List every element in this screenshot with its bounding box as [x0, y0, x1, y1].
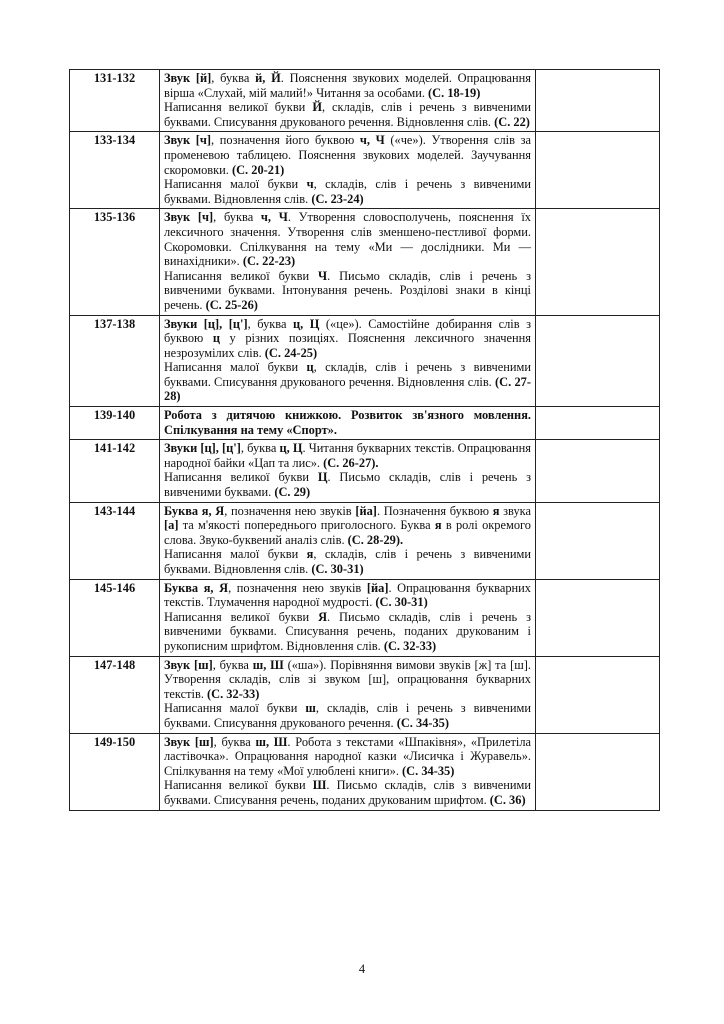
table-row [70, 733, 660, 810]
bold-text: ш, Ш [255, 734, 288, 749]
text-segment: , буква [212, 657, 253, 672]
lesson-content [160, 70, 536, 132]
writing-topic [164, 547, 531, 576]
text-segment: Написання великої букви [164, 100, 313, 115]
writing-topic [164, 100, 531, 129]
table-row [70, 440, 660, 502]
lesson-content [160, 733, 536, 810]
table-row [70, 315, 660, 407]
text-segment: у різних позиціях. Пояснення лексичного значення незрозумілих слів. [164, 331, 531, 360]
bold-text: ч, Ч [359, 133, 385, 148]
bold-text: ш, Ш [252, 657, 284, 672]
bold-text: я [306, 547, 314, 562]
table-row [70, 70, 660, 132]
notes-cell [536, 315, 660, 407]
bold-text: ш [305, 701, 316, 716]
lesson-numbers: 145-146 [70, 579, 160, 656]
lesson-content [160, 315, 536, 407]
bold-text: ч, Ч [260, 210, 288, 225]
notes-cell [536, 656, 660, 733]
bold-text: Буква я, Я [164, 580, 229, 595]
table-row [70, 579, 660, 656]
bold-text: (С. 24-25) [264, 345, 318, 360]
reading-topic [164, 581, 531, 610]
bold-text: Звук [ш] [164, 734, 214, 749]
text-segment: , буква [240, 441, 280, 456]
bold-text: й, Й [255, 71, 281, 85]
bold-text: (С. 23-24) [311, 191, 364, 206]
text-segment: . Робота з текстами «Шпаківня», «Прилетіла ластівочка». Опрацювання народної казки «Лисичка і Журавель». Спілкування на тему «Мої улюблені книги». [164, 734, 532, 778]
text-segment: Написання малої букви [164, 547, 307, 562]
reading-topic [164, 658, 531, 702]
lesson-numbers: 137-138 [70, 315, 160, 407]
bold-text: (С. 34-35) [402, 763, 455, 778]
text-segment: в ролі окремого слова. Звуко-буквений аналіз слів. [164, 518, 531, 547]
bold-text: (С. 32-33) [207, 686, 260, 701]
notes-cell [536, 502, 660, 579]
writing-topic [164, 269, 531, 313]
lesson-numbers: 131-132 [70, 70, 160, 132]
reading-topic [164, 408, 531, 437]
text-segment: , буква [213, 210, 261, 225]
notes-cell [536, 70, 660, 132]
reading-topic [164, 441, 531, 470]
lesson-content [160, 579, 536, 656]
reading-topic [164, 133, 531, 177]
lesson-numbers: 141-142 [70, 440, 160, 502]
notes-cell [536, 733, 660, 810]
bold-text: (С. 34-35) [396, 715, 449, 730]
text-segment: Написання малої букви [164, 701, 306, 716]
bold-text: Ц [317, 470, 328, 485]
text-segment: , складів, слів і речень з вивченими буквами. Списування друкованого речення. Відновлення слів. [164, 360, 531, 389]
text-segment: («ша»). Порівняння вимови звуків [ж] та [ш]. Утворення складів, слів зі звуком [ш], опрацювання букварних текстів. [164, 657, 531, 701]
bold-text: Звук [ш] [164, 657, 213, 672]
text-segment: . Опрацювання букварних текстів. Тлумачення народної мудрості. [164, 580, 531, 610]
table-row [70, 209, 660, 315]
text-segment: . Позначення буквою [376, 503, 493, 518]
table-row [70, 132, 660, 209]
lesson-numbers: 147-148 [70, 656, 160, 733]
text-segment: та м'якості попереднього приголосного. Буква [178, 518, 435, 533]
bold-text: (С. 27-28) [164, 374, 531, 404]
notes-cell [536, 579, 660, 656]
bold-text: Й [312, 100, 322, 115]
bold-text: (С. 25-26) [205, 297, 258, 312]
bold-text: Буква я, Я [164, 503, 225, 518]
bold-text: (С. 30-31) [311, 562, 364, 576]
text-segment: , складів, слів і речень з вивченими буквами. Списування друкованого речення. [164, 701, 531, 730]
text-segment: («це»). Самостійне добирання слів з буквою [164, 316, 531, 346]
bold-text: [а] [164, 518, 179, 533]
bold-text: Звуки [ц], [ц'] [164, 441, 241, 456]
reading-topic [164, 71, 531, 100]
text-segment: , буква [213, 734, 256, 749]
bold-text: ч [306, 177, 314, 192]
bold-text: ц [306, 360, 314, 375]
text-segment: . Утворення словосполучень, пояснення їх лексичного значення. Утворення слів зменшено-пестливої форми. Скоромовки. Спілкування на тему «Ми — дослідники. Ми — винахідники». [164, 210, 531, 269]
text-segment: . Письмо складів, слів з вивченими буквами. Списування речень, поданих друкованим шрифтом. [164, 778, 531, 807]
bold-text: (С. 22) [494, 114, 530, 129]
bold-text: Ш [312, 778, 327, 793]
writing-topic [164, 610, 531, 654]
bold-text: (С. 18-19) [428, 85, 481, 100]
bold-text: я [492, 503, 500, 518]
text-segment: , складів, слів і речень з вивченими буквами. Відновлення слів. [164, 547, 531, 576]
bold-text: ц [212, 331, 220, 346]
bold-text: (С. 28-29). [347, 532, 404, 547]
reading-topic [164, 735, 531, 779]
text-segment: Написання малої букви [164, 360, 307, 375]
text-segment: . Письмо складів, слів і речень з вивченими буквами. Списування речень, поданих друкованим і рукописним шрифтом. Відновлення слів. [164, 609, 531, 653]
reading-topic [164, 504, 531, 548]
bold-text: [йа] [355, 503, 377, 518]
bold-text: Робота з дитячою книжкою. Розвиток зв'язного мовлення. Спілкування на тему «Спорт». [164, 408, 531, 437]
text-segment: , буква [247, 316, 293, 331]
text-segment: . Письмо складів, слів і речень з вивченими буквами. [164, 470, 531, 500]
text-segment: Написання великої букви [164, 268, 319, 283]
notes-cell [536, 209, 660, 315]
text-segment: , складів, слів і речень з вивченими буквами. Списування друкованого речення. Відновлення слів. [164, 100, 531, 129]
text-segment: («че»). Утворення слів за променевою таблицею. Пояснення звукових моделей. Заучування скоромовки. [164, 133, 531, 177]
bold-text: (С. 32-33) [383, 638, 437, 653]
bold-text: Звуки [ц], [ц'] [164, 316, 248, 331]
text-segment: звука [499, 503, 531, 518]
table-row [70, 407, 660, 440]
notes-cell [536, 440, 660, 502]
bold-text: Ч [318, 268, 328, 283]
notes-cell [536, 132, 660, 209]
text-segment: , позначення його буквою [211, 133, 360, 148]
lesson-plan-table [69, 69, 660, 811]
bold-text: (С. 29) [274, 485, 311, 500]
text-segment: . Читання букварних текстів. Опрацювання народної байки «Цап та лис». [164, 441, 531, 470]
text-segment: , буква [211, 71, 256, 85]
lesson-numbers: 133-134 [70, 132, 160, 209]
bold-text: [йа] [366, 580, 389, 595]
writing-topic [164, 177, 531, 206]
bold-text: (С. 36) [489, 792, 526, 807]
lesson-numbers: 135-136 [70, 209, 160, 315]
text-segment: . Письмо складів, слів і речень з вивченими буквами. Інтонування речень. Розділові знаки в кінці речень. [164, 268, 531, 312]
text-segment: Написання великої букви [164, 609, 319, 624]
bold-text: ц, Ц [279, 441, 303, 456]
reading-topic [164, 210, 531, 268]
lesson-plan-body [70, 70, 660, 811]
text-segment: Написання великої букви [164, 470, 318, 485]
lesson-numbers: 149-150 [70, 733, 160, 810]
text-segment: , складів, слів і речень з вивченими буквами. Відновлення слів. [164, 177, 531, 206]
writing-topic [164, 360, 531, 404]
notes-cell [536, 407, 660, 440]
table-row [70, 656, 660, 733]
bold-text: (С. 30-31) [375, 595, 428, 610]
lesson-content [160, 502, 536, 579]
reading-topic [164, 317, 531, 361]
bold-text: Звук [ч] [164, 133, 212, 148]
writing-topic [164, 470, 531, 499]
bold-text: я [434, 518, 442, 533]
writing-topic [164, 701, 531, 730]
lesson-content [160, 656, 536, 733]
lesson-numbers: 139-140 [70, 407, 160, 440]
bold-text: Звук [й] [164, 71, 212, 85]
text-segment: Написання малої букви [164, 177, 307, 192]
bold-text: (С. 26-27). [323, 455, 379, 470]
lesson-content [160, 407, 536, 440]
writing-topic [164, 778, 531, 807]
text-segment: Написання великої букви [164, 778, 313, 793]
text-segment: , позначення нею звуків [228, 580, 367, 595]
text-segment: , позначення нею звуків [224, 503, 356, 518]
lesson-content [160, 209, 536, 315]
bold-text: (С. 22-23) [242, 254, 296, 269]
lesson-content [160, 440, 536, 502]
page-number: 4 [358, 962, 366, 976]
table-row [70, 502, 660, 579]
text-segment: . Пояснення звукових моделей. Опрацювання вірша «Слухай, мій малий!» Читання за особами. [164, 71, 531, 100]
lesson-content [160, 132, 536, 209]
bold-text: Я [318, 609, 328, 624]
lesson-numbers: 143-144 [70, 502, 160, 579]
bold-text: (С. 20-21) [231, 162, 285, 177]
bold-text: Звук [ч] [164, 210, 214, 225]
bold-text: ц, Ц [292, 316, 320, 331]
